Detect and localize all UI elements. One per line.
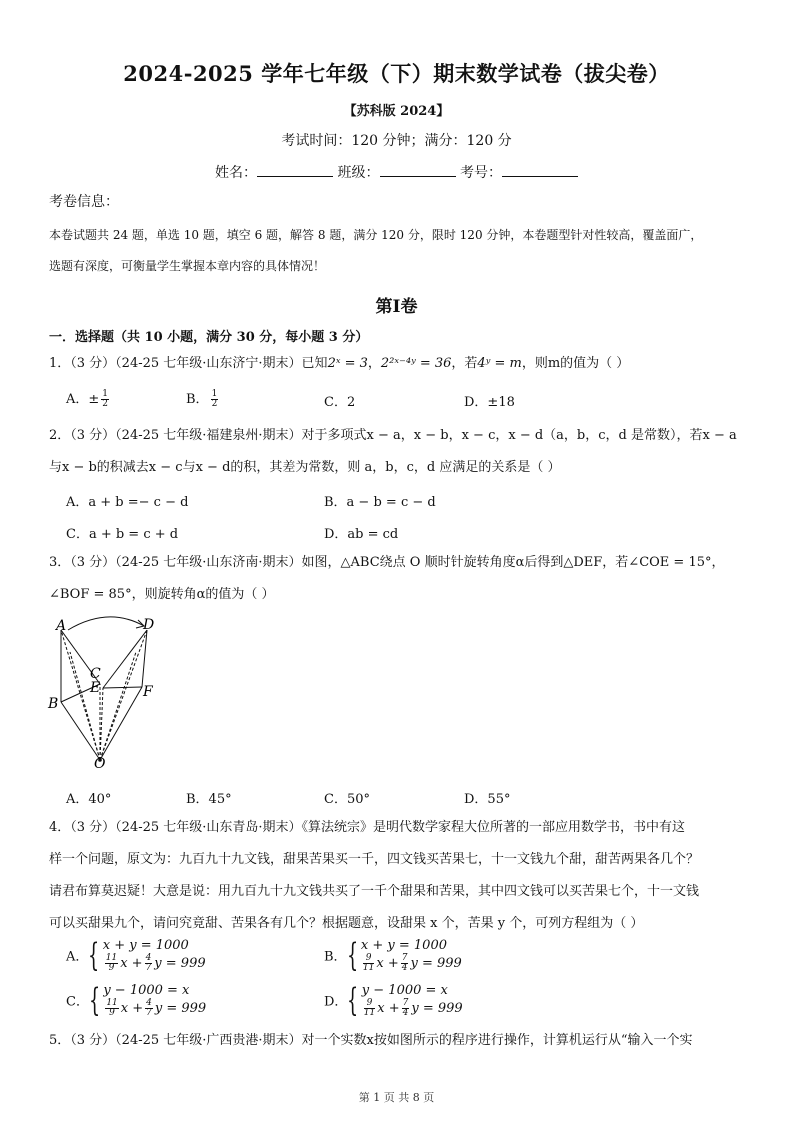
rotation-figure bbox=[40, 612, 170, 774]
q3-option-b[interactable]: B．45° bbox=[186, 792, 232, 807]
q4-c-system: y − 1000 = x $\frac{11}{9}$ x + $\frac{4}{7}$ y = 999 bbox=[103, 983, 207, 1018]
q1-b-fraction: $\frac{1}{2}$ bbox=[211, 389, 218, 409]
q4-option-d[interactable] bbox=[324, 982, 463, 1018]
question-5-line-1: 5．（3 分）（24-25 七年级·广西贵港·期末）对一个实数x按如图所示的程序进行操作，计算机运行从“输入一个实 bbox=[49, 1033, 693, 1048]
exam-time: 考试时间：120 分钟；满分：120 分 bbox=[281, 133, 512, 149]
id-label: 考号： bbox=[459, 165, 502, 181]
label-o: O bbox=[94, 756, 106, 772]
q1-prefix: 1．（3 分）（24-25 七年级·山东济宁·期末）已知 bbox=[49, 356, 328, 371]
q2-option-a[interactable]: A．a + b =− c − d bbox=[66, 495, 189, 510]
dashed-od bbox=[100, 630, 147, 760]
q1-condition-1: 2ˣ = 3 bbox=[327, 356, 368, 371]
intro-line-2: 选题有深度，可衡量学生掌握本章内容的具体情况！ bbox=[49, 259, 326, 273]
q1-a-label: A．± bbox=[66, 392, 100, 407]
question-2-line-2: 与x − b的积减去x − c与x − d的积，其差为常数，则 a，b，c，d 应满足的关系是（ ） bbox=[49, 460, 561, 475]
question-4-line-1: 4．（3 分）（24-25 七年级·山东青岛·期末）《算法统宗》是明代数学家程大位所著的一部应用数学书，书中有这 bbox=[49, 820, 686, 835]
class-blank bbox=[380, 164, 456, 177]
q2-option-c[interactable]: C．a + b = c + d bbox=[66, 527, 179, 542]
q1-option-a[interactable] bbox=[66, 388, 111, 409]
question-4-line-4: 可以买甜果九个，请问究竟甜、苦果各有几个？根据题意，设甜果 x 个，苦果 y 个，可列方程组为（ ） bbox=[49, 916, 644, 931]
intro-line-1: 本卷试题共 24 题，单选 10 题，填空 6 题，解答 8 题，满分 120 分，限时 120 分钟，本卷题型针对性较高，覆盖面广， bbox=[49, 228, 703, 242]
name-label: 姓名： bbox=[215, 165, 258, 181]
q1-condition-2: 2²ˣ⁻⁴ʸ = 36 bbox=[380, 356, 452, 371]
q4-c-label: C． bbox=[66, 994, 89, 1010]
q4-b-label: B． bbox=[324, 949, 347, 965]
q1-option-b[interactable] bbox=[186, 388, 220, 409]
q4-a-brace: { bbox=[88, 936, 100, 974]
q4-b-brace: { bbox=[346, 936, 358, 974]
name-blank bbox=[257, 164, 333, 177]
segment-de bbox=[103, 630, 147, 688]
question-4-line-2: 样一个问题，原文为：九百九十九文钱，甜果苦果买一千，四文钱买苦果七，十一文钱九个甜，甜苦两果各几个？ bbox=[49, 852, 700, 867]
volume-title: 第Ⅰ卷 bbox=[375, 297, 418, 317]
page-footer: 第 1 页 共 8 页 bbox=[358, 1091, 435, 1104]
q3-option-a[interactable]: A．40° bbox=[66, 792, 112, 807]
q4-option-b[interactable] bbox=[324, 937, 462, 973]
label-c: C bbox=[90, 666, 101, 682]
class-label: 班级： bbox=[337, 165, 380, 181]
q4-b-system: x + y = 1000 $\frac{9}{11}$ x + $\frac{7}{4}$ y = 999 bbox=[360, 938, 462, 973]
q4-d-brace: { bbox=[347, 981, 359, 1019]
segment-ef bbox=[103, 687, 142, 688]
q1-mid: ，若 bbox=[451, 356, 478, 371]
rotation-arc bbox=[68, 617, 144, 630]
q4-a-system: x + y = 1000 $\frac{11}{9}$ x + $\frac{4}{7}$ y = 999 bbox=[102, 938, 206, 973]
q1-option-c[interactable]: C．2 bbox=[324, 395, 356, 410]
question-3-line-1: 3．（3 分）（24-25 七年级·山东济南·期末）如图，△ABC绕点 O 顺时针旋转角度α后得到△DEF，若∠COE = 15°， bbox=[49, 555, 725, 570]
q4-d-label: D． bbox=[324, 994, 348, 1010]
q2-option-b[interactable]: B．a − b = c − d bbox=[324, 495, 436, 510]
q4-option-a[interactable] bbox=[66, 937, 206, 973]
label-a: A bbox=[56, 618, 67, 634]
exam-title: 2024-2025 学年七年级（下）期末数学试卷（拔尖卷） bbox=[123, 61, 670, 86]
q3-option-d[interactable]: D．55° bbox=[464, 792, 511, 807]
question-3-line-2: ∠BOF = 85°，则旋转角α的值为（ ） bbox=[49, 587, 275, 602]
section-heading: 一．选择题（共 10 小题，满分 30 分，每小题 3 分） bbox=[49, 330, 369, 345]
student-info-line bbox=[0, 162, 793, 182]
label-b: B bbox=[48, 696, 59, 712]
intro-heading: 考卷信息： bbox=[49, 194, 119, 210]
segment-df bbox=[142, 630, 147, 687]
q1-condition-3: 4ʸ = m bbox=[477, 356, 522, 371]
q4-c-brace: { bbox=[88, 981, 101, 1019]
q1-a-fraction: $\frac{1}{2}$ bbox=[102, 389, 109, 409]
label-d: D bbox=[143, 617, 155, 633]
q3-option-c[interactable]: C．50° bbox=[324, 792, 370, 807]
q1-b-label: B． bbox=[186, 392, 209, 407]
label-e: E bbox=[90, 680, 101, 696]
question-2-line-1: 2．（3 分）（24-25 七年级·福建泉州·期末）对于多项式x − a，x − b，x − c，x − d（a，b，c，d 是常数），若x − a bbox=[49, 428, 737, 443]
q4-option-c[interactable] bbox=[66, 982, 206, 1018]
q1-option-d[interactable]: D．±18 bbox=[464, 395, 515, 410]
question-1-stem: 1．（3 分）（24-25 七年级·山东济宁·期末）已知2ˣ = 3，2²ˣ⁻⁴ʸ = 36，若4ʸ = m，则m的值为（ ） bbox=[49, 356, 630, 371]
label-f: F bbox=[143, 684, 153, 700]
segment-ob bbox=[61, 702, 100, 760]
id-blank bbox=[502, 164, 578, 177]
q2-option-d[interactable]: D．ab = cd bbox=[324, 527, 399, 542]
q4-a-label: A． bbox=[66, 949, 89, 965]
question-4-line-3: 请君布算莫迟疑！大意是说：用九百九十九文钱共买了一千个甜果和苦果，其中四文钱可以买苦果七个，十一文钱 bbox=[49, 884, 700, 899]
q4-d-system: y − 1000 = x $\frac{9}{11}$ x + $\frac{7}{4}$ y = 999 bbox=[361, 983, 463, 1018]
edition-label: 【苏科版 2024】 bbox=[343, 104, 450, 119]
q1-suffix: ，则m的值为（ ） bbox=[521, 356, 630, 371]
